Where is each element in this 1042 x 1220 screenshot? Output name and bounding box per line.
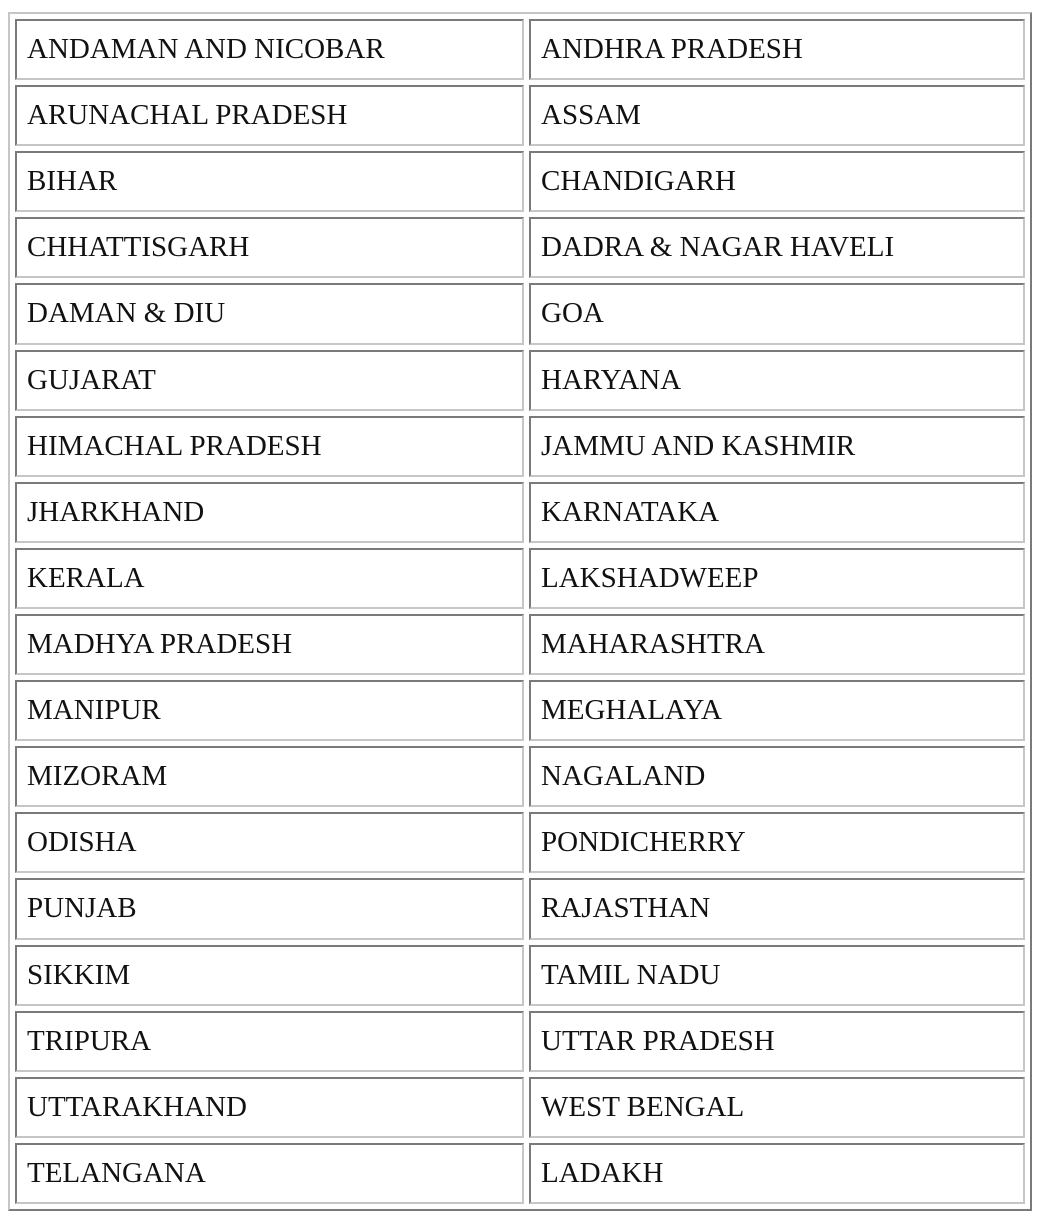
- table-cell: TRIPURA: [15, 1011, 524, 1072]
- table-row: [15, 217, 1025, 278]
- table-row: [15, 1077, 1025, 1138]
- table-cell: KERALA: [15, 548, 524, 609]
- table-row: [15, 878, 1025, 939]
- table-cell: LADAKH: [529, 1143, 1025, 1204]
- table-cell: MAHARASHTRA: [529, 614, 1025, 675]
- states-table: [8, 12, 1032, 1211]
- table-row: [15, 1011, 1025, 1072]
- table-cell: GUJARAT: [15, 350, 524, 411]
- states-table-body: [15, 19, 1025, 1204]
- table-row: [15, 680, 1025, 741]
- table-cell: PUNJAB: [15, 878, 524, 939]
- table-row: [15, 945, 1025, 1006]
- table-row: [15, 1143, 1025, 1204]
- table-cell: SIKKIM: [15, 945, 524, 1006]
- table-cell: ASSAM: [529, 85, 1025, 146]
- table-row: [15, 151, 1025, 212]
- table-cell: ODISHA: [15, 812, 524, 873]
- table-cell: DADRA & NAGAR HAVELI: [529, 217, 1025, 278]
- table-row: [15, 746, 1025, 807]
- table-cell: ANDAMAN AND NICOBAR: [15, 19, 524, 80]
- table-row: [15, 283, 1025, 344]
- table-cell: NAGALAND: [529, 746, 1025, 807]
- table-row: [15, 548, 1025, 609]
- table-row: [15, 416, 1025, 477]
- table-cell: LAKSHADWEEP: [529, 548, 1025, 609]
- table-row: [15, 85, 1025, 146]
- table-cell: MADHYA PRADESH: [15, 614, 524, 675]
- table-cell: BIHAR: [15, 151, 524, 212]
- table-cell: UTTARAKHAND: [15, 1077, 524, 1138]
- table-cell: TELANGANA: [15, 1143, 524, 1204]
- table-cell: CHHATTISGARH: [15, 217, 524, 278]
- table-cell: PONDICHERRY: [529, 812, 1025, 873]
- table-cell: RAJASTHAN: [529, 878, 1025, 939]
- table-row: [15, 482, 1025, 543]
- table-cell: CHANDIGARH: [529, 151, 1025, 212]
- table-row: [15, 19, 1025, 80]
- table-cell: TAMIL NADU: [529, 945, 1025, 1006]
- table-cell: HIMACHAL PRADESH: [15, 416, 524, 477]
- table-cell: HARYANA: [529, 350, 1025, 411]
- table-cell: DAMAN & DIU: [15, 283, 524, 344]
- table-row: [15, 812, 1025, 873]
- table-cell: ANDHRA PRADESH: [529, 19, 1025, 80]
- table-cell: MEGHALAYA: [529, 680, 1025, 741]
- table-row: [15, 614, 1025, 675]
- table-cell: KARNATAKA: [529, 482, 1025, 543]
- table-cell: GOA: [529, 283, 1025, 344]
- table-cell: JAMMU AND KASHMIR: [529, 416, 1025, 477]
- table-cell: MIZORAM: [15, 746, 524, 807]
- table-row: [15, 350, 1025, 411]
- table-cell: ARUNACHAL PRADESH: [15, 85, 524, 146]
- table-cell: WEST BENGAL: [529, 1077, 1025, 1138]
- table-cell: UTTAR PRADESH: [529, 1011, 1025, 1072]
- table-cell: MANIPUR: [15, 680, 524, 741]
- table-cell: JHARKHAND: [15, 482, 524, 543]
